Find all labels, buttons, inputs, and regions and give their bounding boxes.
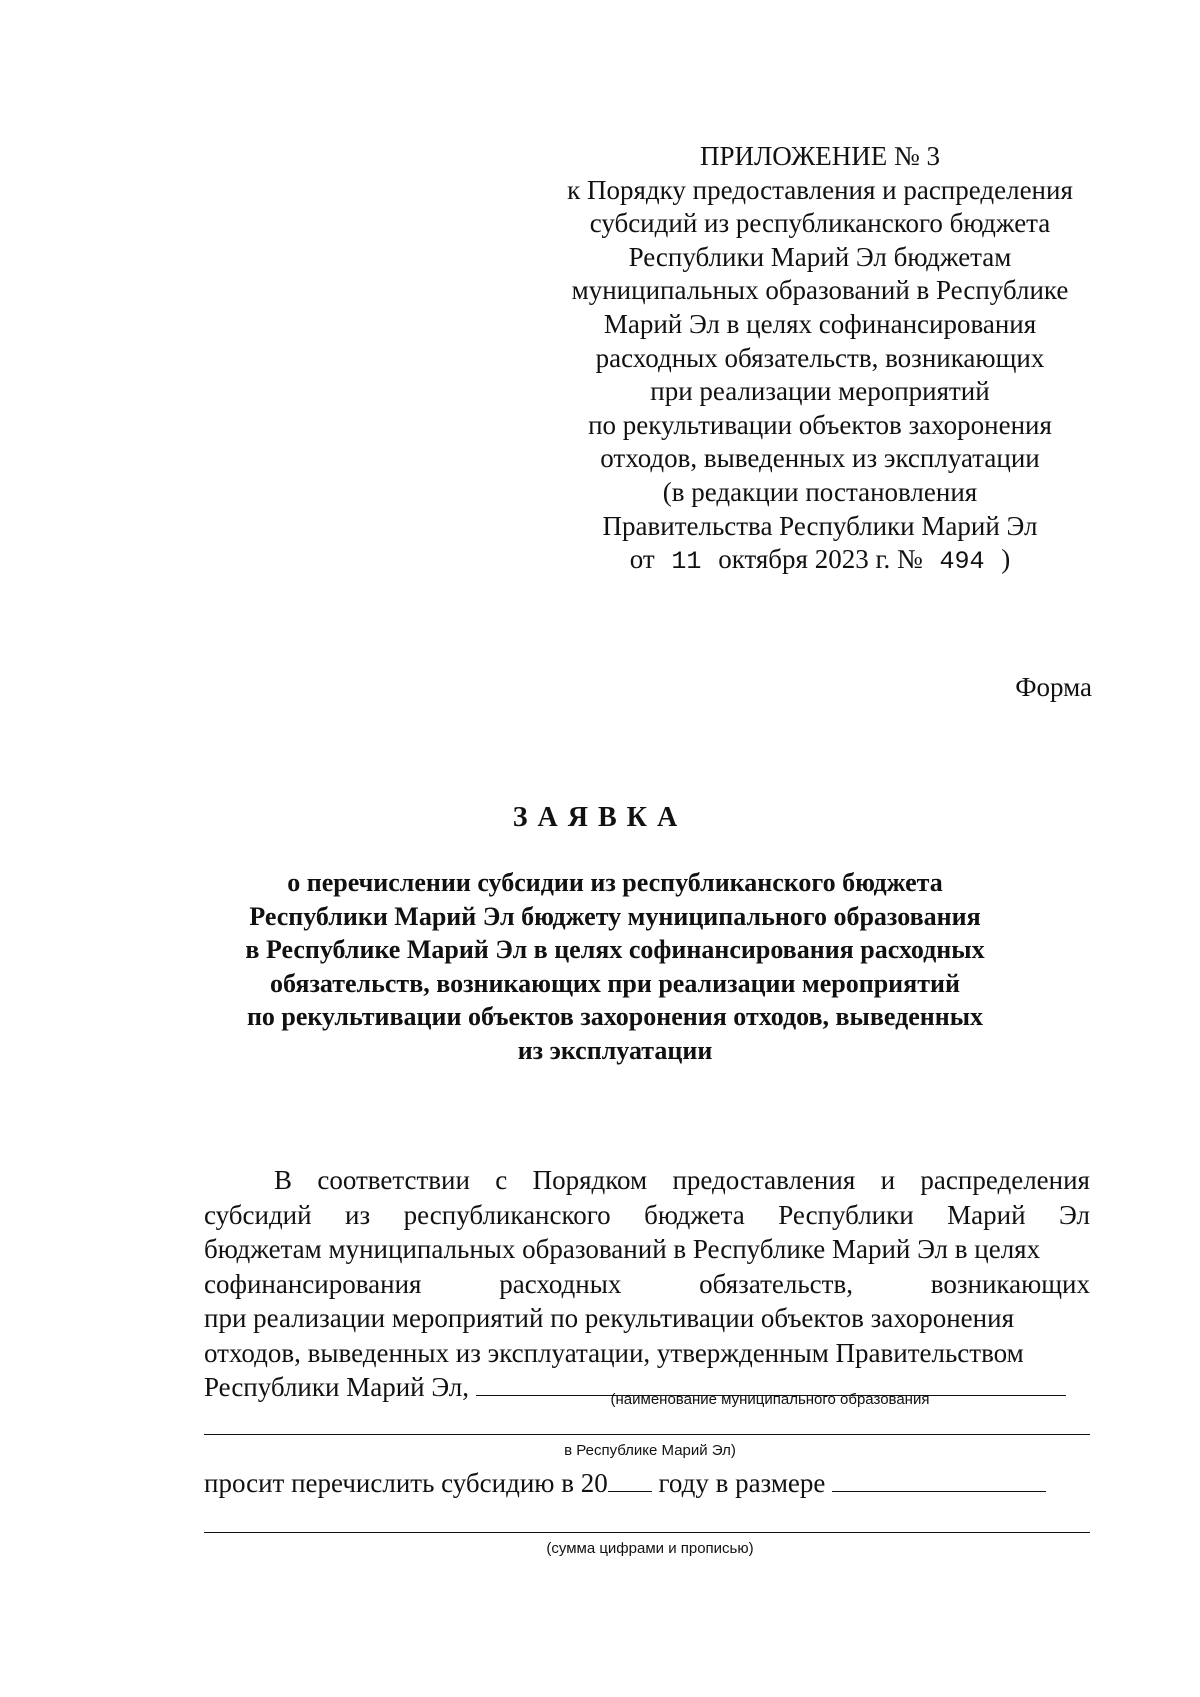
appendix-line: Правительства Республики Марий Эл (602, 510, 1038, 541)
request-prefix: просит перечислить субсидию в 20 (204, 1468, 608, 1498)
subtitle-line: Республики Марий Эл бюджету муниципального образования (249, 901, 981, 931)
body-line-6: отходов, выведенных из эксплуатации, утвержденным Правительством (204, 1337, 1024, 1368)
word: субсидий (204, 1199, 312, 1230)
word: распределения (920, 1165, 1090, 1195)
document-title: ЗАЯВКА (512, 802, 688, 833)
amount-continuation-line (204, 1532, 1090, 1533)
decree-number: 494 (939, 547, 985, 577)
body-line-7-text: Республики Марий Эл, (204, 1372, 470, 1402)
year-blank (608, 1490, 652, 1492)
subtitle-line: о перечислении субсидии из республиканского бюджета (287, 868, 943, 897)
body-line-1 (204, 1163, 1090, 1198)
body-paragraph (204, 1163, 1090, 1405)
appendix-line: Марий Эл в целях софинансирования (603, 308, 1037, 339)
word: с (495, 1165, 508, 1195)
subtitle-line: обязательств, возникающих при реализации мероприятий (270, 968, 960, 998)
date-prefix: от (629, 544, 655, 575)
form-label: Форма (1015, 672, 1092, 702)
appendix-line: при реализации мероприятий (650, 376, 990, 407)
date-month-year: октября 2023 г. № (718, 544, 923, 575)
municipality-hint: (наименование муниципального образования (610, 1391, 930, 1408)
word: Порядком (532, 1165, 648, 1195)
subtitle-line: по рекультивации объектов захоронения отходов, выведенных (246, 1002, 984, 1031)
appendix-line: Республики Марий Эл бюджетам (628, 241, 1012, 272)
appendix-line: расходных обязательств, возникающих (595, 342, 1045, 373)
request-line (204, 1468, 1046, 1499)
document-subtitle (180, 866, 1050, 1067)
appendix-line: (в редакции постановления (662, 476, 978, 507)
appendix-line: муниципальных образований в Республике (571, 275, 1069, 306)
word: Республики (778, 1199, 914, 1230)
word: соответствии (317, 1165, 470, 1195)
appendix-date-line (540, 543, 1100, 579)
appendix-title: ПРИЛОЖЕНИЕ № 3 (699, 141, 941, 171)
request-middle: году в размере (658, 1468, 826, 1498)
word: В (274, 1165, 293, 1195)
word: из (345, 1199, 371, 1230)
body-line-4 (204, 1267, 1090, 1302)
word: и (880, 1165, 896, 1195)
word: Эл (1059, 1199, 1090, 1230)
appendix-line: к Порядку предоставления и распределения (567, 174, 1073, 205)
date-suffix: ) (1001, 544, 1011, 575)
subtitle-line: из эксплуатации (517, 1035, 713, 1065)
word: возникающих (930, 1268, 1090, 1299)
body-line-5: при реализации мероприятий по рекультивации объектов захоронения (204, 1303, 1014, 1333)
date-day: 11 (671, 547, 702, 577)
body-line-2 (204, 1198, 1090, 1233)
word: расходных (499, 1268, 622, 1299)
appendix-line: субсидий из республиканского бюджета (589, 208, 1051, 239)
word: предоставления (672, 1165, 856, 1195)
appendix-line: отходов, выведенных из эксплуатации (600, 443, 1040, 474)
amount-blank (832, 1490, 1046, 1492)
appendix-line: по рекультивации объектов захоронения (588, 409, 1052, 440)
subtitle-line: в Республике Марий Эл в целях софинансирования расходных (245, 935, 985, 964)
amount-hint: (сумма цифрами и прописью) (546, 1540, 754, 1557)
word: бюджета (644, 1199, 745, 1230)
word: Марий (947, 1199, 1026, 1230)
appendix-header (540, 140, 1100, 579)
body-line-3: бюджетам муниципальных образований в Республике Марий Эл в целях (204, 1234, 1041, 1264)
municipality-continuation-line (204, 1434, 1090, 1435)
word: софинансирования (204, 1268, 422, 1299)
republic-hint: в Республике Марий Эл) (564, 1442, 736, 1459)
word: обязательств, (699, 1268, 853, 1299)
word: республиканского (403, 1199, 611, 1230)
